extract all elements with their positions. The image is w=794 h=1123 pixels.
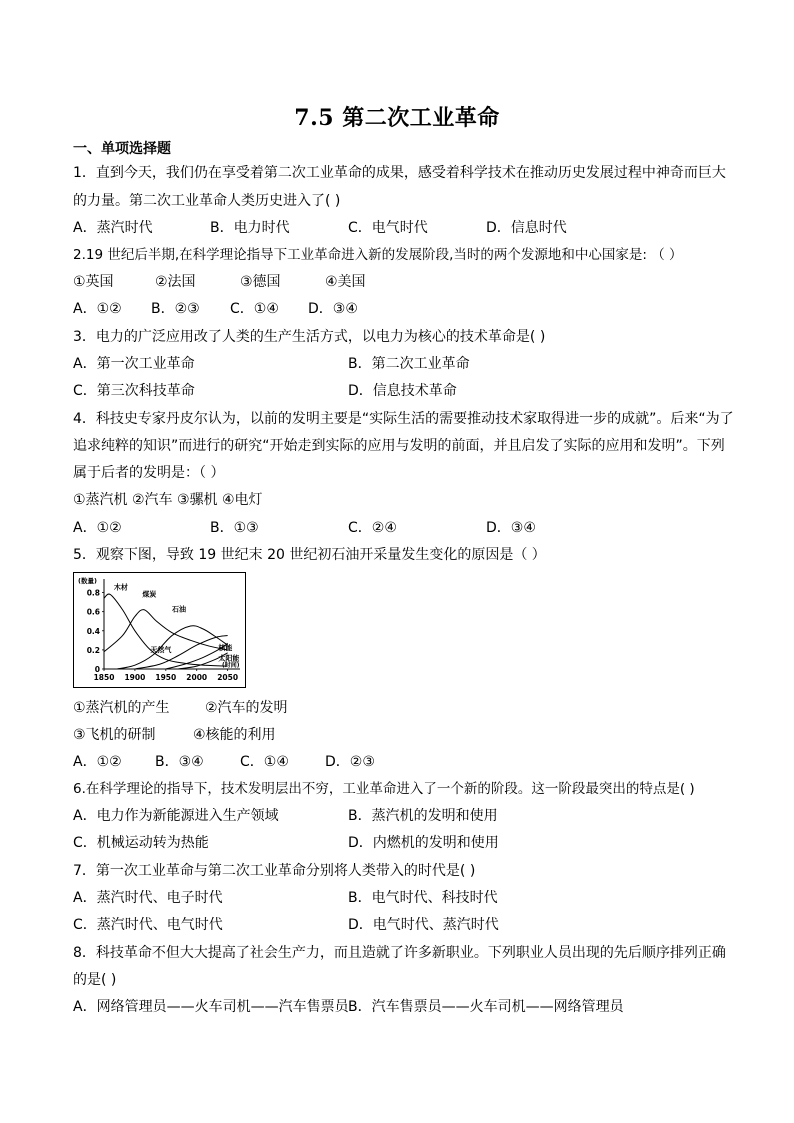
question-5-item-1: ①蒸汽机的产生	[73, 700, 170, 716]
question-3-option-a: A．第一次工业革命	[73, 356, 195, 372]
question-5-option-a: A．①②	[73, 754, 122, 770]
energy-chart-svg	[74, 573, 244, 686]
question-3-stem: 3．电力的广泛应用改了人类的生产生活方式，以电力为核心的技术革命是( )	[73, 329, 546, 345]
question-7-option-a: A．蒸汽时代、电子时代	[73, 890, 223, 906]
question-6-option-c: C．机械运动转为热能	[73, 835, 209, 851]
question-4-option-d: D．③④	[486, 520, 536, 536]
series-label-核能: 核能	[218, 643, 233, 652]
question-5-item-3: ③飞机的研制	[73, 727, 156, 743]
question-2-option-c: C．①④	[230, 301, 279, 317]
question-1-stem-line-2: 的力量。第二次工业革命人类历史进入了( )	[73, 193, 341, 209]
question-4-option-a: A．①②	[73, 520, 122, 536]
question-2-item-3: ③德国	[240, 274, 281, 290]
question-3-option-d: D．信息技术革命	[348, 383, 457, 399]
question-2-option-d: D．③④	[308, 301, 358, 317]
question-1-stem-line-1: 1．直到今天，我们仍在享受着第二次工业革命的成果，感受着科学技术在推动历史发展过程中神奇而巨大	[73, 165, 726, 181]
y-tick-label: 0.6	[86, 607, 100, 617]
series-label-天然气: 天然气	[150, 645, 172, 654]
page-title: 7.5 第二次工业革命	[294, 105, 500, 131]
x-tick-label: 1950	[155, 673, 177, 682]
question-1-option-d: D．信息时代	[486, 220, 567, 236]
question-5-option-d: D．②③	[325, 754, 375, 770]
question-3-option-b: B．第二次工业革命	[348, 356, 470, 372]
question-6-option-b: B．蒸汽机的发明和使用	[348, 808, 498, 824]
question-5-option-b: B．③④	[155, 754, 204, 770]
question-4-option-c: C．②④	[348, 520, 397, 536]
question-4-stem-line-2: 追求纯粹的知识”而进行的研究“开始走到实际的应用与发明的前面，并且启发了实际的应用和发明”。下列	[73, 438, 725, 454]
question-6-stem: 6.在科学理论的指导下，技术发明层出不穷，工业革命进入了一个新的阶段。这一阶段最突出的特点是( )	[73, 781, 695, 797]
question-6-option-d: D．内燃机的发明和使用	[348, 835, 499, 851]
question-1-option-c: C．电气时代	[348, 220, 428, 236]
question-5-item-4: ④核能的利用	[193, 727, 276, 743]
question-3-option-c: C．第三次科技革命	[73, 383, 195, 399]
question-7-option-c: C．蒸汽时代、电气时代	[73, 917, 223, 933]
series-label-煤炭: 煤炭	[142, 590, 157, 599]
question-2-stem: 2.19 世纪后半期,在科学理论指导下工业革命进入新的发展阶段,当时的两个发源地和中心国家是: （ ）	[73, 247, 683, 263]
question-7-option-d: D．电气时代、蒸汽时代	[348, 917, 499, 933]
x-tick-label: 2000	[186, 673, 208, 682]
question-2-item-4: ④美国	[325, 274, 366, 290]
question-5-item-2: ②汽车的发明	[205, 700, 288, 716]
energy-chart	[73, 572, 246, 688]
question-4-items: ①蒸汽机 ②汽车 ③骡机 ④电灯	[73, 492, 263, 508]
question-1-option-a: A．蒸汽时代	[73, 220, 153, 236]
question-1-option-b: B．电力时代	[210, 220, 290, 236]
question-4-stem-line-3: 属于后者的发明是：（ ）	[73, 465, 225, 481]
question-7-option-b: B．电气时代、科技时代	[348, 890, 498, 906]
question-8-stem-line-1: 8．科技革命不但大大提高了社会生产力，而且造就了许多新职业。下列职业人员出现的先后顺序排列正确	[73, 945, 726, 961]
x-tick-label: 1850	[93, 673, 115, 682]
series-label-石油: 石油	[172, 605, 186, 614]
x-tick-label: 2050	[217, 673, 239, 682]
question-2-option-b: B．②③	[151, 301, 200, 317]
question-7-stem: 7．第一次工业革命与第二次工业革命分别将人类带入的时代是( )	[73, 863, 476, 879]
question-2-option-a: A．①②	[73, 301, 122, 317]
question-5-option-c: C．①④	[240, 754, 289, 770]
series-label-木材: 木材	[113, 583, 128, 592]
series-line-木材	[104, 594, 228, 666]
question-4-option-b: B．①③	[210, 520, 259, 536]
question-4-stem-line-1: 4．科技史专家丹皮尔认为，以前的发明主要是“实际生活的需要推动技术家取得进一步的成就”。后来“为了	[73, 411, 734, 427]
question-2-item-2: ②法国	[155, 274, 196, 290]
x-axis-label: (时间)	[222, 662, 240, 669]
y-tick-label: 0.8	[86, 588, 100, 598]
y-tick-label: 0	[94, 665, 100, 674]
y-tick-label: 0.4	[86, 626, 100, 636]
question-6-option-a: A．电力作为新能源进入生产领域	[73, 808, 279, 824]
y-tick-label: 0.2	[86, 645, 100, 655]
question-5-stem: 5．观察下图，导致 19 世纪末 20 世纪初石油开采量发生变化的原因是（ ）	[73, 547, 546, 563]
section-heading: 一、单项选择题	[73, 141, 171, 157]
y-axis-label: (数量)	[78, 577, 97, 585]
x-tick-label: 1900	[124, 673, 146, 682]
question-2-item-1: ①英国	[73, 274, 114, 290]
question-8-stem-line-2: 的是( )	[73, 972, 117, 988]
question-8-option-a: A．网络管理员——火车司机——汽车售票员	[73, 999, 349, 1015]
series-label-太阳能: 太阳能	[218, 654, 240, 663]
question-8-option-b: B．汽车售票员——火车司机——网络管理员	[348, 999, 624, 1015]
